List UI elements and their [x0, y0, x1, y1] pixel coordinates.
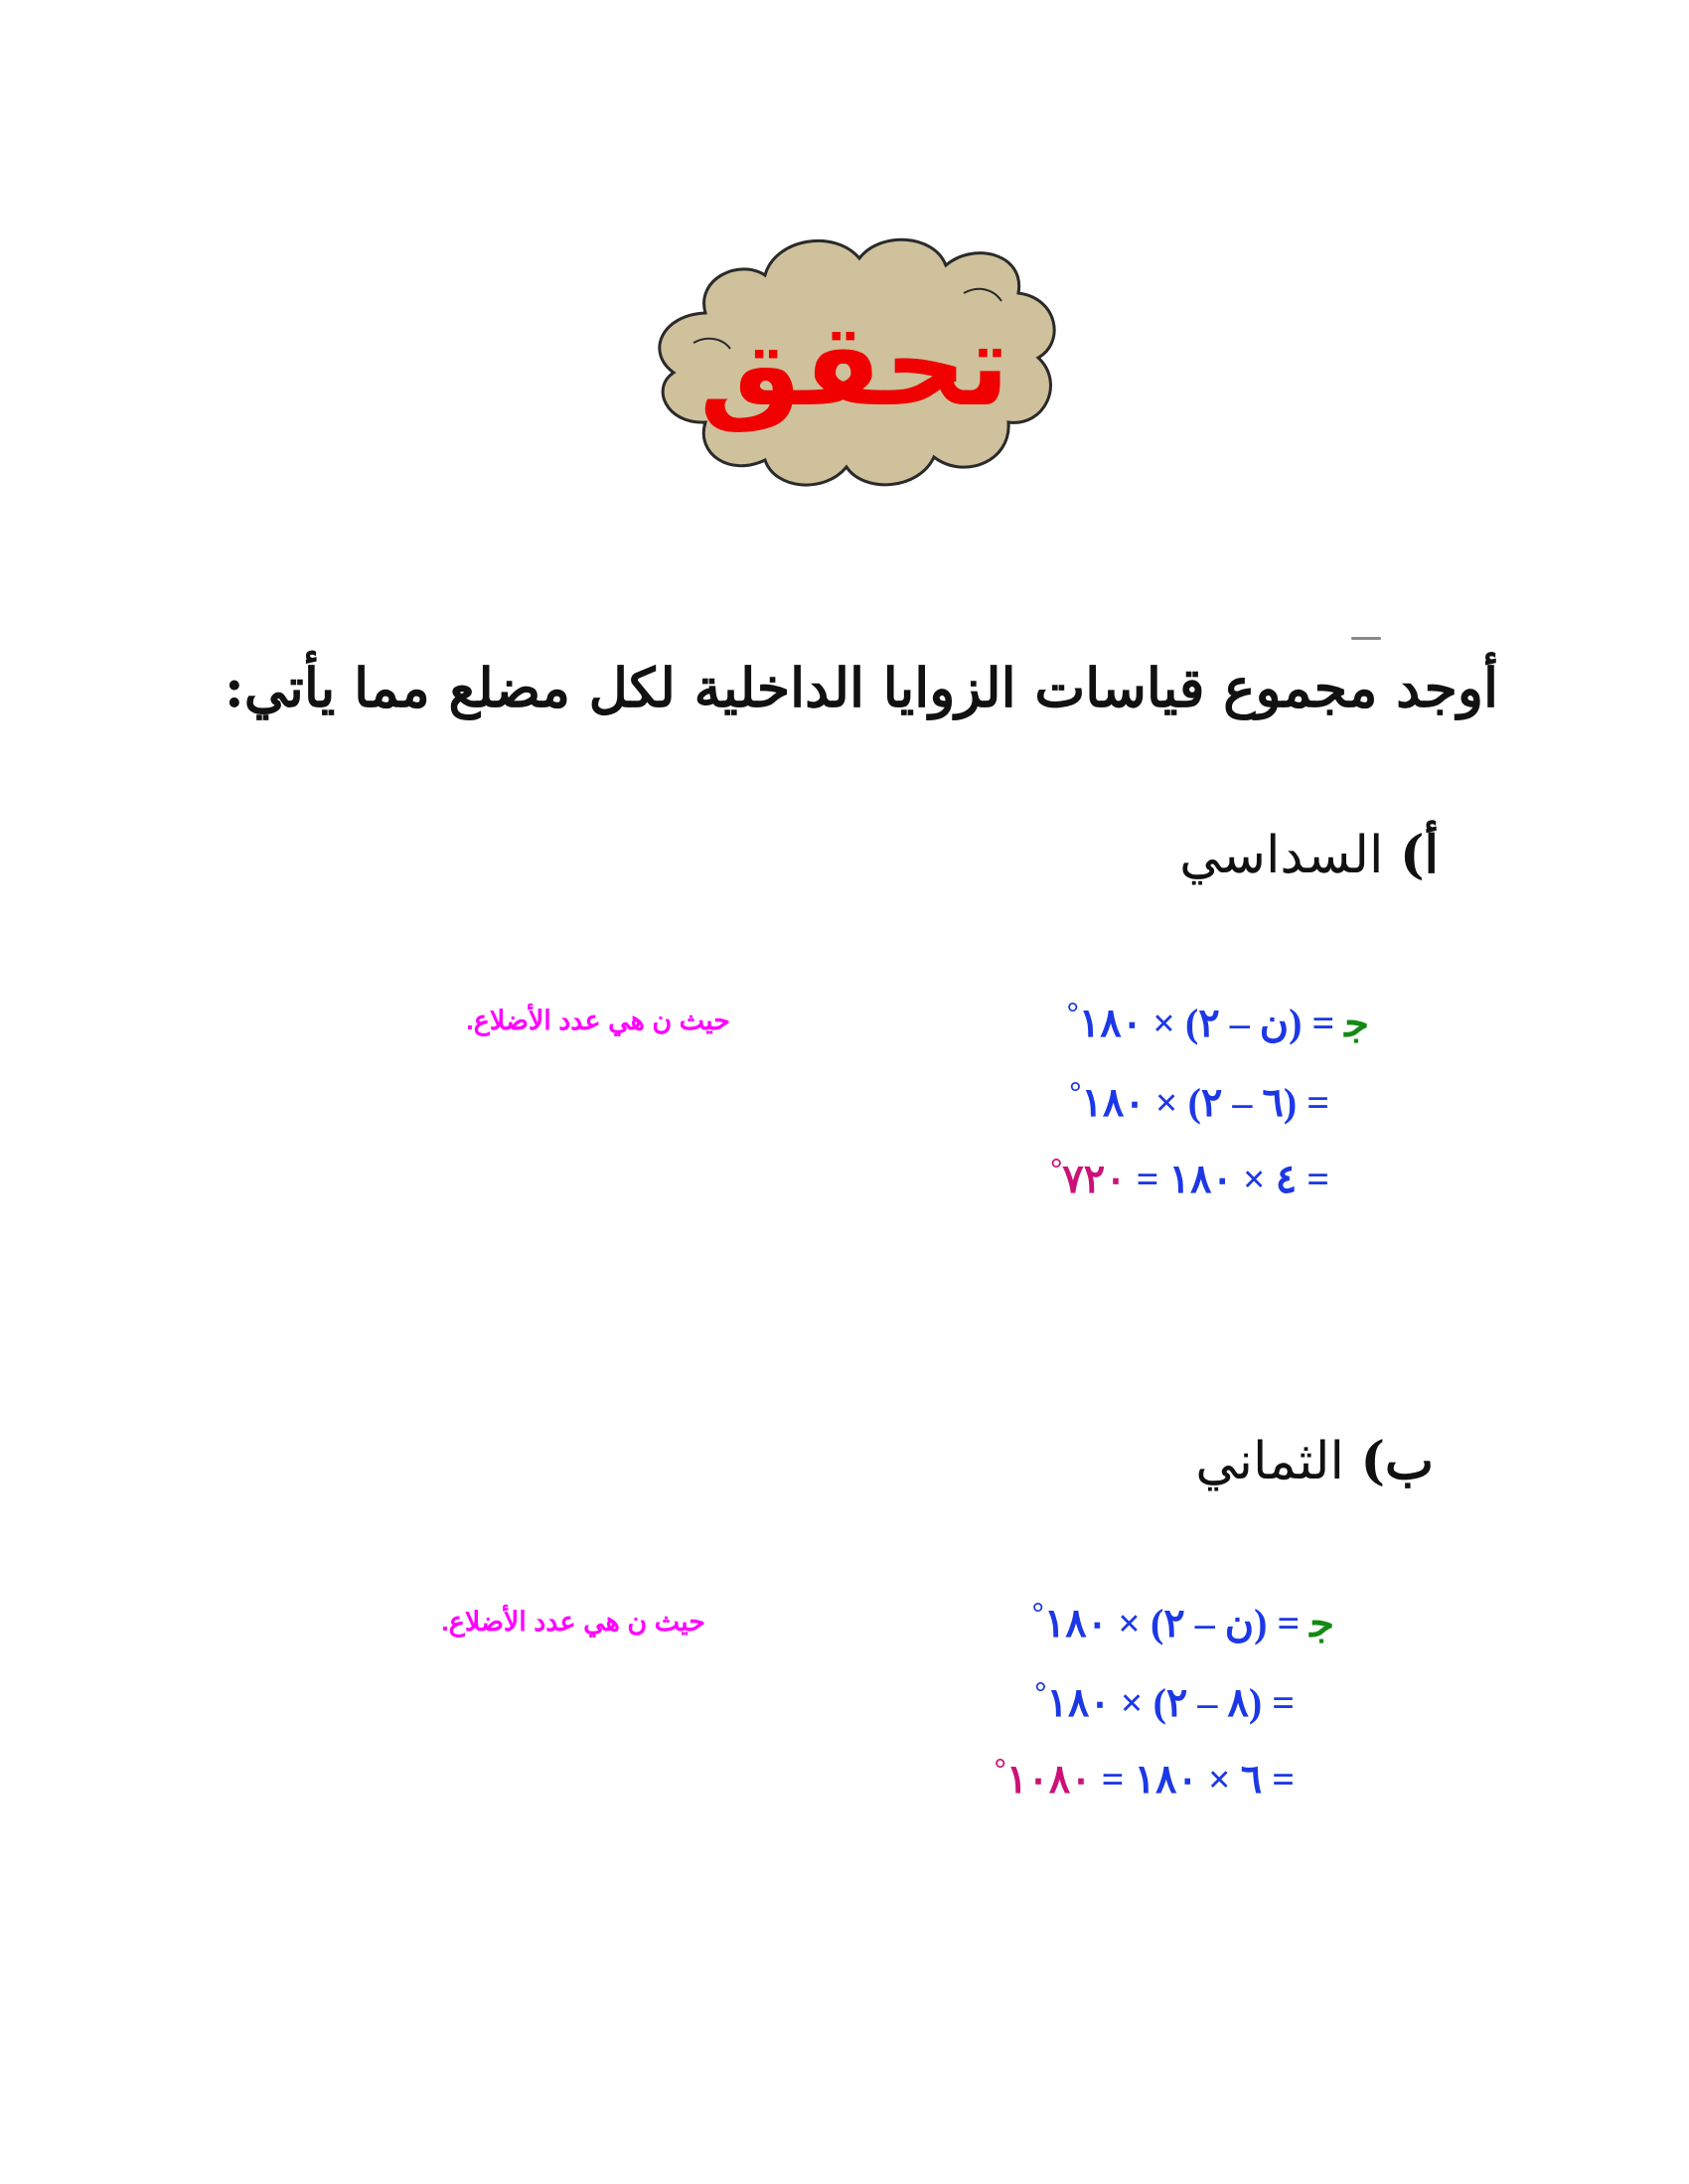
part-b-equation-1 — [1032, 1597, 1334, 1646]
part-a-equation-1 — [1067, 997, 1369, 1046]
badge-title: تحقق — [698, 298, 1010, 432]
divider — [1351, 637, 1381, 640]
part-b-equation-3 — [995, 1753, 1295, 1802]
sum-symbol: ﺟ — [1344, 1001, 1369, 1045]
part-b-letter: ب) — [1360, 1431, 1434, 1491]
equation-text: = (ن – ٢) × ١٨٠ — [1078, 1001, 1345, 1045]
part-a-equation-2 — [1069, 1076, 1329, 1126]
part-b-name: الثماني — [1195, 1432, 1344, 1491]
part-b-equation-2 — [1034, 1676, 1295, 1726]
instruction-text: أوجد مجموع قياسات الزوايا الداخلية لكل مضلع مما يأتي: — [224, 656, 1498, 719]
degree-symbol: ° — [1034, 1676, 1047, 1709]
part-a-letter: أ) — [1399, 825, 1439, 885]
equation-text: = (٨ – ٢) × ١٨٠ — [1046, 1680, 1295, 1725]
part-a-label — [1179, 825, 1439, 885]
sum-symbol: ﺟ — [1309, 1601, 1334, 1645]
equation-text: = (ن – ٢) × ١٨٠ — [1043, 1601, 1310, 1645]
part-a-equation-3 — [1050, 1153, 1329, 1202]
degree-symbol: ° — [994, 1753, 1006, 1786]
equation-text: = (٦ – ٢) × ١٨٠ — [1081, 1080, 1329, 1125]
equation-text: = ٦ × ١٨٠ = — [1091, 1757, 1295, 1801]
equation-text: = ٤ × ١٨٠ = — [1126, 1157, 1329, 1201]
result-value: ٧٢٠ — [1062, 1157, 1127, 1201]
part-a-name: السداسي — [1179, 826, 1384, 885]
degree-symbol: ° — [1031, 1597, 1044, 1630]
degree-symbol: ° — [1050, 1153, 1063, 1185]
check-badge — [636, 224, 1073, 497]
part-b-label — [1195, 1431, 1434, 1491]
part-b-note: حيث ن هي عدد الأضلاع. — [441, 1607, 705, 1637]
degree-symbol: ° — [1069, 1076, 1082, 1109]
part-a-note: حيث ن هي عدد الأضلاع. — [466, 1006, 730, 1035]
degree-symbol: ° — [1066, 997, 1079, 1029]
result-value: ١٠٨٠ — [1005, 1757, 1092, 1801]
